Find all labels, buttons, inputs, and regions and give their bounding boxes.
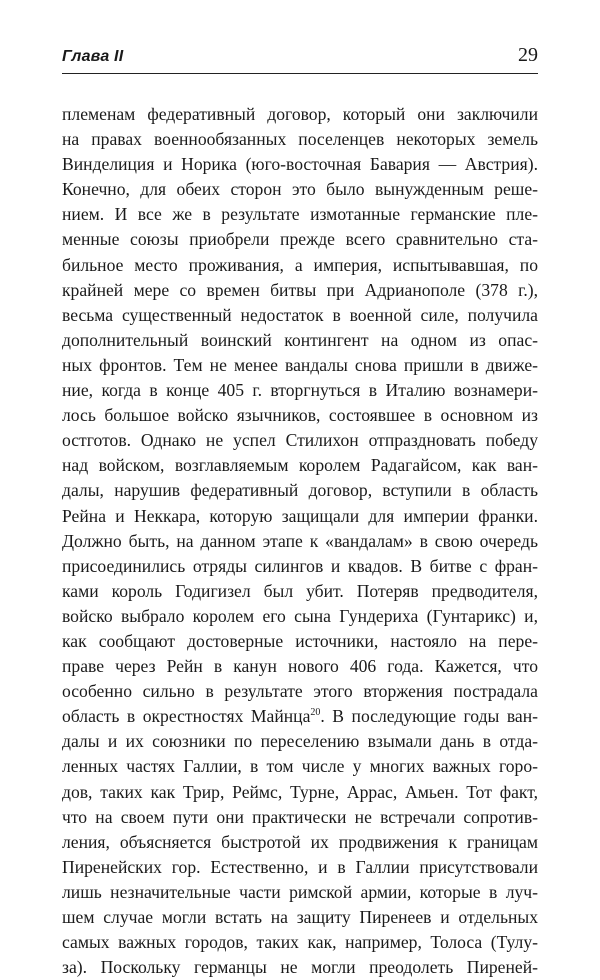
text-line: присоединились отряды силингов и квадов. В битве с фран-: [62, 555, 538, 576]
text-line: далы, нарушив федеративный договор, вступили в область: [62, 480, 538, 501]
text-line: за). Поскольку германцы не могли преодолеть Пиреней-: [62, 957, 538, 978]
running-head: [62, 44, 538, 72]
text-line: весьма существенный недостаток в военной силе, получила: [62, 304, 538, 325]
body-text: [62, 102, 538, 980]
text-line: ления, объясняется быстротой их продвижения к границам: [62, 831, 538, 852]
text-line: дополнительный воинский контингент на одном из опас-: [62, 329, 538, 350]
chapter-title: Глава II: [62, 48, 124, 65]
text-line: ками король Годигизел был убит. Потеряв предводителя,: [62, 580, 538, 601]
text-line: Винделиция и Норика (юго-восточная Бавария — Австрия).: [62, 154, 538, 175]
text-line: остготов. Однако не успел Стилихон отпраздновать победу: [62, 430, 538, 451]
text-line: лишь незначительные части римской армии, которые в луч-: [62, 881, 538, 902]
text-line: нием. И все же в результате измотанные германские пле-: [62, 204, 538, 225]
text-segment: . В последующие годы ван-: [320, 706, 538, 727]
text-line: ленных частях Галлии, в том числе у многих важных горо-: [62, 756, 538, 777]
text-line: бильное место проживания, а империя, испытывавшая, по: [62, 254, 538, 275]
text-line: лось большое войско язычников, состоявшее в основном из: [62, 405, 538, 426]
text-line: ных фронтов. Тем не менее вандалы снова пришли в движе-: [62, 354, 538, 375]
text-line: праве через Рейн в канун нового 406 года. Кажется, что: [62, 656, 538, 677]
text-line: над войском, возглавляемым королем Радагайсом, как ван-: [62, 455, 538, 476]
text-line: крайней мере со времен битвы при Адрианополе (378 г.),: [62, 279, 538, 300]
page-number: 29: [518, 44, 538, 66]
text-line-with-footnote: [62, 704, 538, 729]
footnote-reference[interactable]: 20: [310, 707, 321, 719]
text-line: менные союзы приобрели прежде всего сравнительно ста-: [62, 229, 538, 250]
text-segment: область в окрестностях Майнца: [62, 706, 311, 727]
text-line: далы и их союзники по переселению взымали дань в отда-: [62, 731, 538, 752]
text-line: ние, когда в конце 405 г. вторгнуться в Италию вознамери-: [62, 380, 538, 401]
text-line: Пиренейских гор. Естественно, и в Галлии присутствовали: [62, 856, 538, 877]
text-line: особенно сильно в результате этого вторжения пострадала: [62, 681, 538, 702]
text-line: Рейна и Неккара, которую защищали для империи франки.: [62, 505, 538, 526]
text-line: Должно быть, на данном этапе к «вандалам» в свою очередь: [62, 530, 538, 551]
text-line: на правах военнообязанных поселенцев некоторых земель: [62, 129, 538, 150]
text-line: племенам федеративный договор, который они заключили: [62, 104, 538, 124]
header-rule: [62, 73, 538, 74]
text-line: Конечно, для обеих сторон это было вынужденным реше-: [62, 179, 538, 200]
text-line: что на своем пути они практически не встречали сопротив-: [62, 806, 538, 827]
text-line: как сообщают достоверные источники, настояло на пере-: [62, 630, 538, 651]
text-line: войско выбрало королем его сына Гундериха (Гунтарикс) и,: [62, 605, 538, 626]
text-line: дов, таких как Трир, Реймс, Турне, Аррас, Амьен. Тот факт,: [62, 781, 538, 802]
text-line: самых важных городов, таких как, например, Толоса (Тулу-: [62, 932, 538, 953]
text-line: шем случае могли встать на защиту Пиренеев и отдельных: [62, 907, 538, 927]
